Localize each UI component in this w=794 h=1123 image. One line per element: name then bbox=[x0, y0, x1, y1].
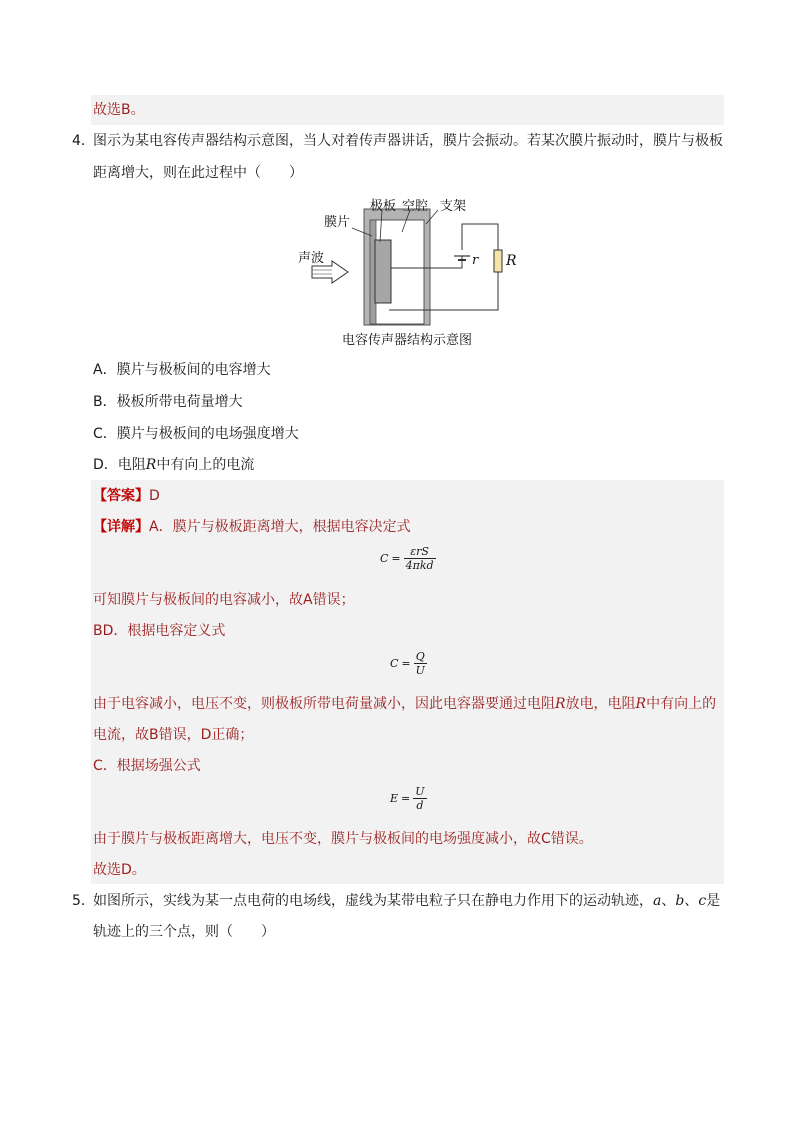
formula2-den: U bbox=[415, 664, 425, 677]
wire-right bbox=[462, 224, 498, 250]
option-d-text-pre: 电阻 bbox=[117, 457, 146, 473]
detail-bd-var1: R bbox=[555, 696, 566, 712]
formula1-eq: = bbox=[391, 552, 401, 565]
plate bbox=[375, 240, 391, 303]
label-sound: 声波 bbox=[298, 251, 325, 266]
resistor bbox=[494, 250, 502, 272]
formula1-num: εrS bbox=[404, 545, 436, 559]
q5-point-c: c bbox=[698, 893, 707, 909]
detail-bd-conclusion-1 bbox=[93, 694, 716, 714]
q5-sep2: 、 bbox=[684, 893, 699, 909]
detail-a-conclusion: 可知膜片与极板间的电容减小，故A错误； bbox=[93, 592, 355, 608]
detail-bd-conc-1c: 中有向上的 bbox=[646, 696, 717, 712]
q5-stem-post: 是 bbox=[706, 893, 721, 909]
option-d-text-post: 中有向上的电流 bbox=[156, 457, 255, 473]
label-cavity: 空腔 bbox=[402, 199, 429, 214]
option-b bbox=[93, 392, 243, 412]
answer-tag: 【答案】 bbox=[93, 488, 149, 504]
option-d bbox=[93, 455, 254, 475]
q4-stem-line2: 距离增大，则在此过程中（ ） bbox=[93, 165, 303, 181]
formula2-num: Q bbox=[414, 650, 427, 664]
option-a-letter: A． bbox=[93, 362, 117, 378]
q5-number: 5． bbox=[72, 893, 95, 909]
formula2-eq: = bbox=[401, 657, 411, 670]
detail-bd-conc-1a: 由于电容减小，电压不变，则极板所带电荷量减小，因此电容器要通过电阻 bbox=[93, 696, 555, 712]
q5-sep1: 、 bbox=[661, 893, 676, 909]
option-b-text: 极板所带电荷量增大 bbox=[116, 394, 243, 410]
prev-conclusion: 故选B。 bbox=[93, 102, 145, 118]
option-c-letter: C． bbox=[93, 426, 117, 442]
detail-tag: 【详解】 bbox=[93, 519, 149, 535]
detail-bd-var2: R bbox=[635, 696, 647, 712]
option-d-letter: D． bbox=[93, 457, 118, 473]
formula3-den: d bbox=[416, 799, 424, 812]
detail-a-text: A．膜片与极板距离增大，根据电容决定式 bbox=[149, 519, 411, 535]
detail-c-conclusion: 由于膜片与极板距离增大，电压不变，膜片与极板间的电场强度减小，故C错误。 bbox=[93, 831, 593, 847]
q4-number: 4． bbox=[72, 133, 95, 149]
figure-caption: 电容传声器结构示意图 bbox=[342, 333, 473, 348]
formula2-lhs: C bbox=[390, 657, 399, 670]
formula1-den: 4πkd bbox=[405, 559, 434, 572]
formula-capacitance-decision bbox=[380, 545, 436, 572]
formula3-lhs: E bbox=[390, 792, 399, 805]
q5-stem-line1 bbox=[93, 891, 720, 911]
q4-stem-line1: 图示为某电容传声器结构示意图，当人对着传声器讲话，膜片会振动。若某次膜片振动时，膜片与极板 bbox=[93, 133, 723, 149]
answer-value: D bbox=[149, 488, 160, 504]
formula3-num: U bbox=[415, 785, 425, 798]
option-b-letter: B． bbox=[93, 394, 117, 410]
option-a bbox=[93, 360, 271, 380]
answer-line bbox=[93, 486, 160, 506]
label-plate: 极板 bbox=[370, 199, 397, 214]
answer-shade bbox=[91, 480, 724, 884]
detail-bd-text: BD．根据电容定义式 bbox=[93, 623, 226, 639]
label-R: R bbox=[506, 253, 517, 269]
label-r: r bbox=[472, 253, 479, 268]
option-c-text: 膜片与极板间的电场强度增大 bbox=[116, 426, 299, 442]
detail-a-line bbox=[93, 517, 411, 537]
label-frame: 支架 bbox=[440, 199, 467, 214]
formula-capacitance-definition bbox=[390, 650, 427, 677]
option-a-text: 膜片与极板间的电容增大 bbox=[116, 362, 271, 378]
option-d-var: R bbox=[145, 457, 157, 473]
formula1-lhs: C bbox=[380, 552, 389, 565]
q4-conclusion: 故选D。 bbox=[93, 862, 146, 878]
detail-c-text: C．根据场强公式 bbox=[93, 758, 201, 774]
detail-bd-conclusion-2: 电流，故B错误，D正确； bbox=[93, 727, 254, 743]
option-c bbox=[93, 424, 299, 444]
label-membrane: 膜片 bbox=[324, 215, 351, 230]
formula3-eq: = bbox=[401, 792, 411, 805]
prev-answer-shade bbox=[91, 95, 724, 125]
capacitor-microphone-diagram bbox=[290, 192, 530, 352]
q5-point-a: a bbox=[653, 893, 662, 909]
q5-stem-line2: 轨迹上的三个点，则（ ） bbox=[93, 924, 275, 940]
q5-point-b: b bbox=[675, 893, 685, 909]
formula-field-strength bbox=[390, 785, 427, 812]
detail-bd-conc-1b: 放电，电阻 bbox=[565, 696, 636, 712]
q5-stem-pre: 如图所示，实线为某一点电荷的电场线，虚线为某带电粒子只在静电力作用下的运动轨迹， bbox=[93, 893, 653, 909]
